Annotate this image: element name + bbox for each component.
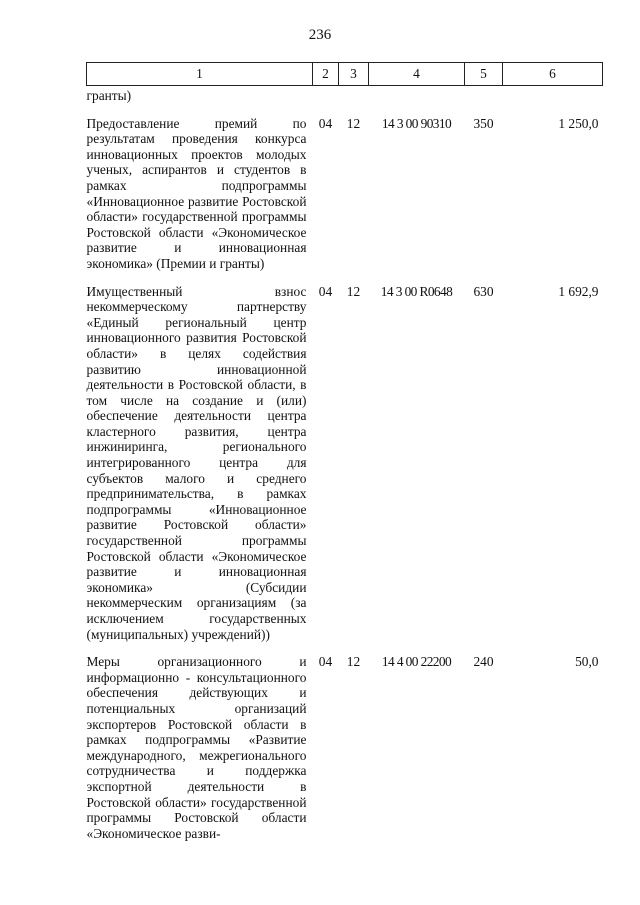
table-row	[87, 642, 603, 841]
row-csr: 14 4 00 22200	[381, 654, 452, 670]
table-row	[87, 272, 603, 643]
row-rz: 04	[318, 654, 333, 670]
table-row	[87, 104, 603, 272]
row-rz: 04	[318, 283, 333, 299]
page-number: 236	[308, 27, 332, 43]
column-header-2: 2	[313, 63, 339, 86]
row-vr: 240	[473, 654, 494, 670]
header-row	[87, 63, 603, 86]
row-description: Предоставление премий по результатам проведения конкурса инновационных проектов молодых ученых, аспирантов и студентов в рамках подпрограммы «Инновационное развитие Ростовской области» государственной программы Ростовской области «Экономическое развитие и инновационная экономика» (Премии и гранты)	[86, 115, 307, 271]
column-header-1: 1	[87, 63, 313, 86]
column-header-4: 4	[369, 63, 465, 86]
row-description: Меры организационного и информационно - консультационного обеспечения действующих и потенциальных организаций экспортеров Ростовской области в рамках подпрограммы «Развитие международного, межрегионального сотрудничества и поддержка экспортной деятельности в Ростовской области» государственной программы Ростовской области «Экономическое разви-	[86, 654, 307, 841]
row-amount: 50,0	[575, 654, 599, 670]
row-pr: 12	[346, 283, 361, 299]
row-vr: 630	[473, 283, 494, 299]
continuation-text: гранты)	[86, 88, 132, 103]
row-amount: 1 692,9	[558, 283, 599, 299]
continuation-row	[87, 86, 603, 104]
row-csr: 14 3 00 90310	[381, 115, 452, 131]
row-vr: 350	[473, 115, 494, 131]
budget-table	[86, 62, 603, 841]
row-description: Имущественный взнос некоммерческому партнерству «Единый региональный центр инновационного развития Ростовской области» в целях содействия развитию инновационной деятельности в Ростовской области, в том числе на создание и (или) обеспечение деятельности центра кластерного развития, центра инжиниринга, регионального интегрированного центра для субъектов малого и среднего предпринимательства, в рамках подпрограммы «Инновационное развитие Ростовской области» государственной программы Ростовской области «Экономическое развитие и инновационная экономика» (Субсидии некоммерческим организациям (за исключением государственных (муниципальных) учреждений))	[86, 283, 307, 642]
row-pr: 12	[346, 115, 361, 131]
row-csr: 14 3 00 R0648	[380, 283, 453, 299]
row-amount: 1 250,0	[558, 115, 599, 131]
column-header-5: 5	[465, 63, 503, 86]
row-rz: 04	[318, 115, 333, 131]
column-header-6: 6	[503, 63, 603, 86]
column-header-3: 3	[339, 63, 369, 86]
row-pr: 12	[346, 654, 361, 670]
